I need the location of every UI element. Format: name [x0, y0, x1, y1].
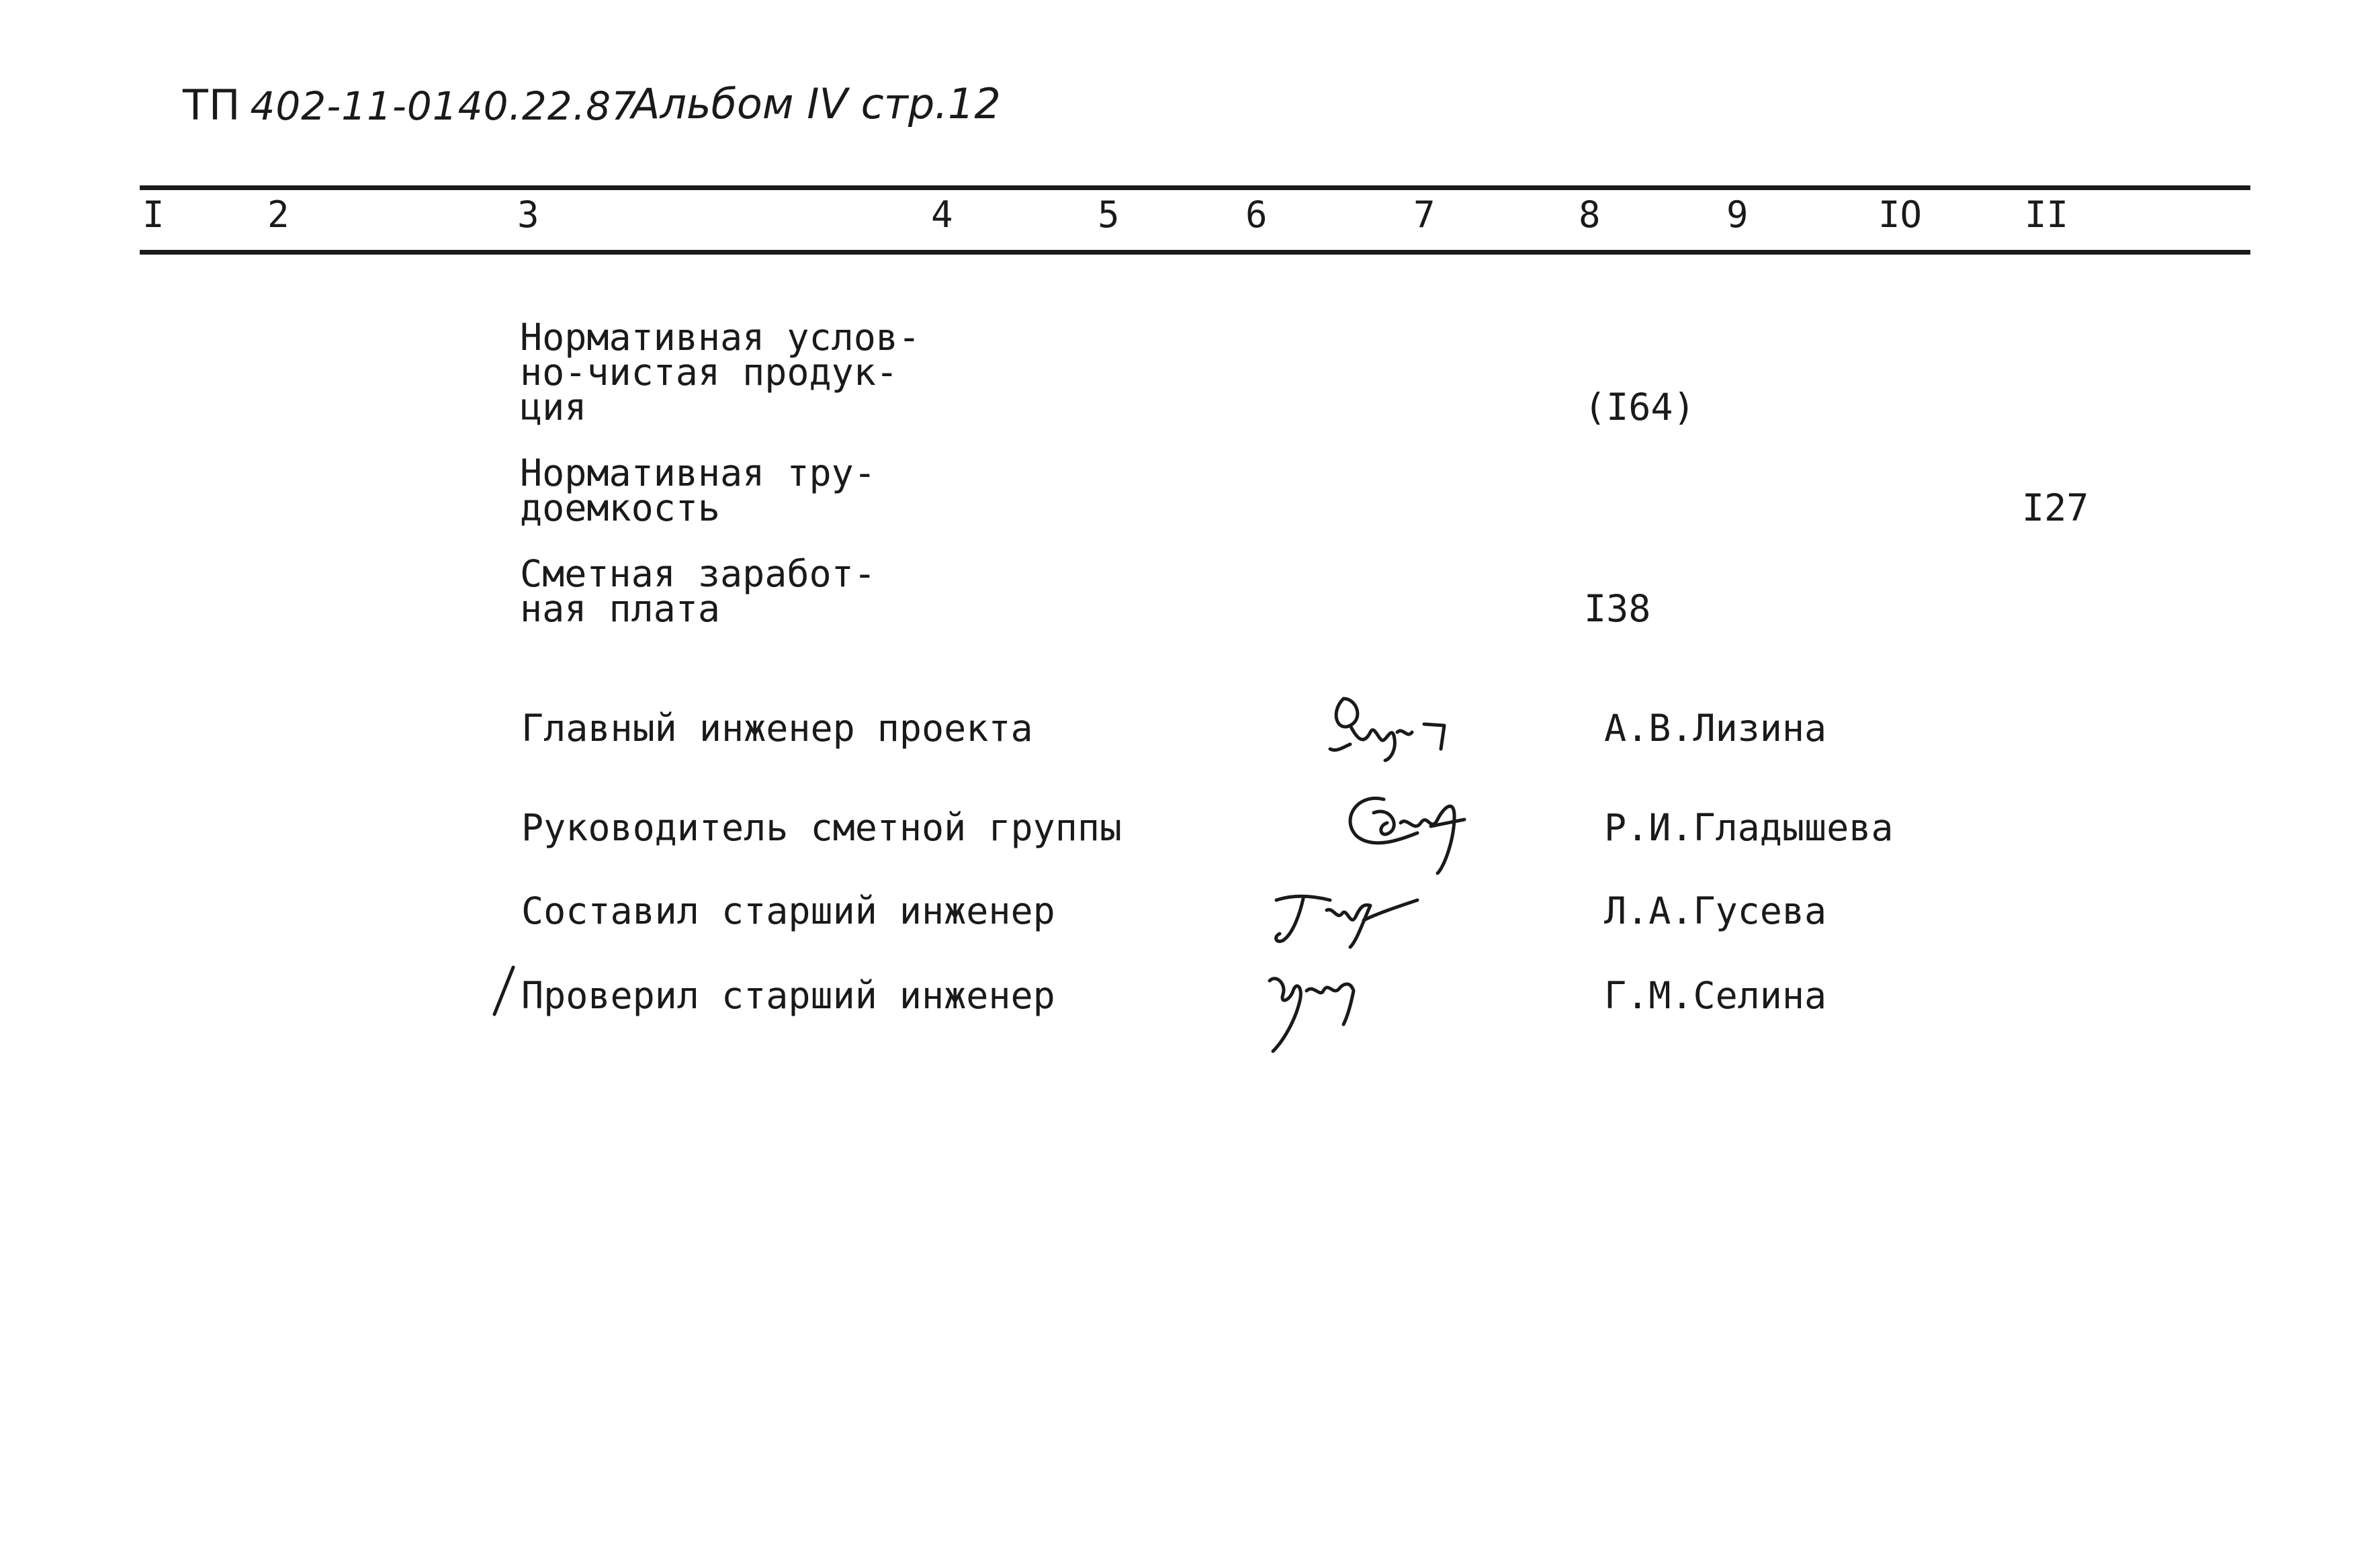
- check-slash-icon: [490, 965, 517, 1018]
- item-value: I38: [1584, 587, 1651, 630]
- document-code-number: 402-11-0140.22.87: [250, 83, 637, 129]
- signature-name: Р.И.Гладышева: [1604, 806, 1894, 849]
- table-bottom-rule: [140, 250, 2250, 255]
- column-number-6: 6: [1245, 193, 1268, 236]
- item-value: I27: [2022, 486, 2089, 529]
- column-number-3: 3: [517, 193, 539, 236]
- column-number-2: 2: [267, 193, 290, 236]
- item-label-line: Нормативная услов-: [520, 316, 921, 359]
- signature-role: Составил старший инженер: [521, 889, 1055, 932]
- column-number-8: 8: [1579, 193, 1601, 236]
- signature-role: Руководитель сметной группы: [521, 806, 1122, 849]
- column-number-5: 5: [1098, 193, 1120, 236]
- album-page-label: Альбом IV стр.12: [631, 79, 1001, 128]
- column-number-7: 7: [1413, 193, 1436, 236]
- table-top-rule: [140, 185, 2250, 190]
- item-label-line: доемкость: [520, 486, 721, 529]
- signature-name: Л.А.Гусева: [1604, 889, 1827, 932]
- handwritten-signature-icon: [1256, 961, 1391, 1055]
- signature-name: А.В.Лизина: [1604, 707, 1827, 750]
- document-code-prefix: ТП: [183, 81, 241, 130]
- signature-role: Проверил старший инженер: [521, 974, 1055, 1017]
- signature-role: Главный инженер проекта: [521, 707, 1033, 750]
- signature-name: Г.М.Селина: [1604, 974, 1827, 1017]
- item-label-line: Нормативная тру-: [520, 451, 876, 494]
- item-label-line: но-чистая продук-: [520, 351, 898, 394]
- item-label-line: Сметная заработ-: [520, 552, 876, 595]
- item-value: (I64): [1584, 386, 1695, 429]
- column-number-1: I: [142, 193, 165, 236]
- handwritten-signature-icon: [1263, 880, 1424, 954]
- item-label-line: ная плата: [520, 587, 721, 630]
- column-number-9: 9: [1726, 193, 1749, 236]
- item-label-line: ция: [520, 386, 587, 429]
- column-number-4: 4: [931, 193, 953, 236]
- handwritten-signature-icon: [1337, 786, 1478, 887]
- column-number-11: II: [2025, 193, 2069, 236]
- document-code: [183, 81, 637, 130]
- column-number-10: IO: [1878, 193, 1923, 236]
- handwritten-signature-icon: [1323, 685, 1464, 766]
